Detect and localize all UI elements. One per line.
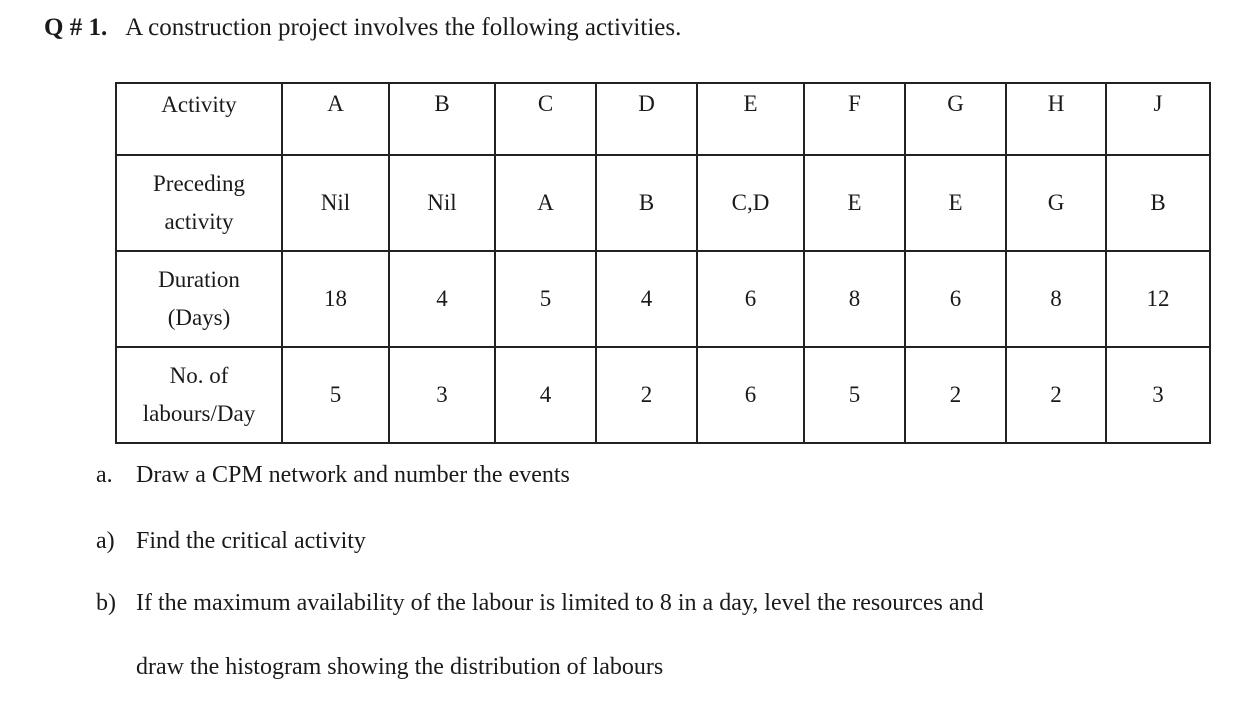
duration-cell: 5 (495, 251, 596, 347)
question-text: A construction project involves the following activities. (125, 14, 682, 41)
labours-cell: 6 (697, 347, 804, 443)
activity-cell: D (596, 83, 697, 155)
preceding-cell: E (905, 155, 1006, 251)
question-number: Q # 1. (44, 14, 108, 41)
labours-row-label: No. of labours/Day (116, 347, 282, 443)
preceding-cell: A (495, 155, 596, 251)
activity-cell: J (1106, 83, 1210, 155)
activity-row (116, 83, 1210, 155)
preceding-cell: B (596, 155, 697, 251)
preceding-row (116, 155, 1210, 251)
labours-cell: 3 (389, 347, 495, 443)
labours-cell: 2 (1006, 347, 1106, 443)
labours-cell: 4 (495, 347, 596, 443)
activity-table (115, 82, 1211, 444)
preceding-cell: Nil (282, 155, 389, 251)
duration-row-label: Duration (Days) (116, 251, 282, 347)
sub-question-marker: a. (96, 462, 113, 488)
activity-cell: F (804, 83, 905, 155)
sub-question-a-critical (96, 528, 366, 555)
sub-question-marker: b) (96, 590, 116, 616)
labours-cell: 2 (596, 347, 697, 443)
labours-cell: 3 (1106, 347, 1210, 443)
duration-cell: 4 (596, 251, 697, 347)
activity-cell: G (905, 83, 1006, 155)
duration-cell: 6 (697, 251, 804, 347)
preceding-cell: Nil (389, 155, 495, 251)
sub-question-text: Draw a CPM network and number the events (136, 462, 570, 488)
preceding-cell: E (804, 155, 905, 251)
activity-cell: C (495, 83, 596, 155)
duration-cell: 12 (1106, 251, 1210, 347)
duration-cell: 4 (389, 251, 495, 347)
duration-row (116, 251, 1210, 347)
sub-question-text: If the maximum availability of the labour is limited to 8 in a day, level the resources and (136, 590, 984, 616)
sub-question-b-continuation: draw the histogram showing the distribution of labours (136, 654, 664, 680)
activity-cell: A (282, 83, 389, 155)
duration-cell: 8 (1006, 251, 1106, 347)
question-heading (44, 14, 681, 42)
activity-row-label: Activity (116, 83, 282, 155)
duration-cell: 8 (804, 251, 905, 347)
sub-question-text: Find the critical activity (136, 528, 366, 554)
preceding-cell: B (1106, 155, 1210, 251)
activity-cell: B (389, 83, 495, 155)
labours-cell: 2 (905, 347, 1006, 443)
sub-question-marker: a) (96, 528, 115, 554)
sub-question-b-level (96, 590, 984, 617)
duration-cell: 6 (905, 251, 1006, 347)
labours-row (116, 347, 1210, 443)
activity-cell: H (1006, 83, 1106, 155)
duration-cell: 18 (282, 251, 389, 347)
sub-question-a-draw (96, 462, 570, 489)
activity-cell: E (697, 83, 804, 155)
preceding-cell: C,D (697, 155, 804, 251)
labours-cell: 5 (282, 347, 389, 443)
labours-cell: 5 (804, 347, 905, 443)
preceding-cell: G (1006, 155, 1106, 251)
preceding-row-label: Preceding activity (116, 155, 282, 251)
